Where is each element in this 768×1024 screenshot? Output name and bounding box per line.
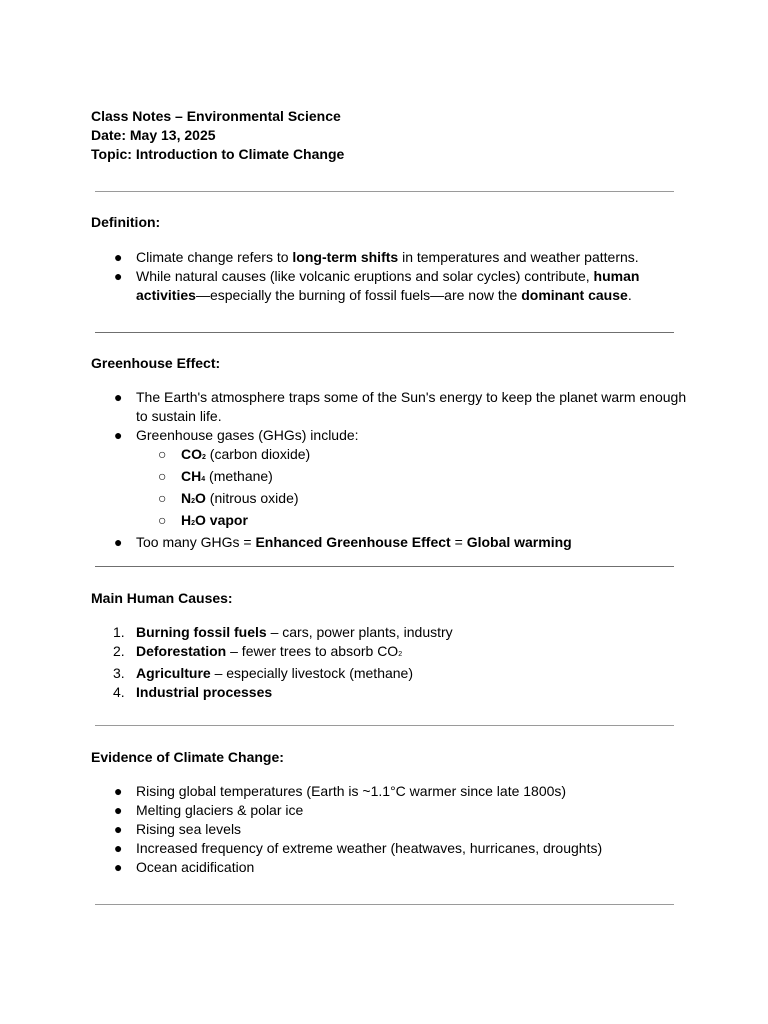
list-item: ● While natural causes (like volcanic eruptions and solar cycles) contribute, human activities—especially the burning of fossil fuels—are now the dominant cause.: [114, 268, 640, 303]
circle-bullet-icon: ○: [158, 512, 167, 528]
circle-bullet-icon: ○: [158, 468, 167, 484]
divider: [95, 725, 674, 726]
bullet-icon: ●: [114, 821, 123, 837]
bullet-icon: ●: [114, 802, 123, 818]
gas-item: ○ H2O vapor: [158, 512, 248, 528]
circle-bullet-icon: ○: [158, 490, 167, 506]
definition-list: [0, 248, 700, 305]
list-item: ● Too many GHGs = Enhanced Greenhouse Effect = Global warming: [114, 534, 572, 550]
divider: [95, 191, 674, 192]
list-item: ● Rising global temperatures (Earth is ~1.1°C warmer since late 1800s): [114, 783, 567, 799]
circle-bullet-icon: ○: [158, 446, 167, 462]
bullet-icon: ●: [114, 534, 123, 550]
causes-heading: Main Human Causes:: [91, 590, 233, 606]
evidence-heading: Evidence of Climate Change:: [91, 749, 284, 765]
doc-date: Date: May 13, 2025: [91, 127, 216, 143]
gas-item: ○ N2O (nitrous oxide): [158, 490, 299, 506]
definition-heading: Definition:: [91, 214, 161, 230]
greenhouse-list: [0, 388, 700, 552]
bullet-icon: ●: [114, 389, 123, 405]
causes-list: [0, 623, 700, 702]
list-item: 3. Agriculture – especially livestock (methane): [113, 665, 413, 681]
bullet-icon: ●: [114, 859, 123, 875]
divider: [95, 332, 674, 333]
list-item: 2. Deforestation – fewer trees to absorb CO2: [113, 643, 403, 659]
gas-item: ○ CH4 (methane): [158, 468, 273, 484]
document-header: [91, 107, 344, 164]
bullet-icon: ●: [114, 268, 123, 284]
bullet-icon: ●: [114, 783, 123, 799]
divider: [95, 904, 674, 905]
list-item: ● Melting glaciers & polar ice: [114, 802, 304, 818]
list-item: ● The Earth's atmosphere traps some of the Sun's energy to keep the planet warm enough to sustain life.: [114, 389, 687, 424]
list-item: ● Climate change refers to long-term shifts in temperatures and weather patterns.: [114, 249, 639, 265]
doc-title: Class Notes – Environmental Science: [91, 108, 341, 124]
list-item: ● Greenhouse gases (GHGs) include:: [114, 427, 359, 443]
list-item: ● Rising sea levels: [114, 821, 242, 837]
divider: [95, 566, 674, 567]
greenhouse-heading: Greenhouse Effect:: [91, 355, 221, 371]
bullet-icon: ●: [114, 840, 123, 856]
list-item: ● Increased frequency of extreme weather (heatwaves, hurricanes, droughts): [114, 840, 603, 856]
list-item: 1. Burning fossil fuels – cars, power plants, industry: [113, 624, 453, 640]
doc-topic: Topic: Introduction to Climate Change: [91, 146, 345, 162]
gas-item: ○ CO2 (carbon dioxide): [158, 446, 311, 462]
bullet-icon: ●: [114, 249, 123, 265]
list-item: ● Ocean acidification: [114, 859, 255, 875]
evidence-list: [0, 782, 700, 877]
bullet-icon: ●: [114, 427, 123, 443]
list-item: 4. Industrial processes: [113, 684, 273, 700]
